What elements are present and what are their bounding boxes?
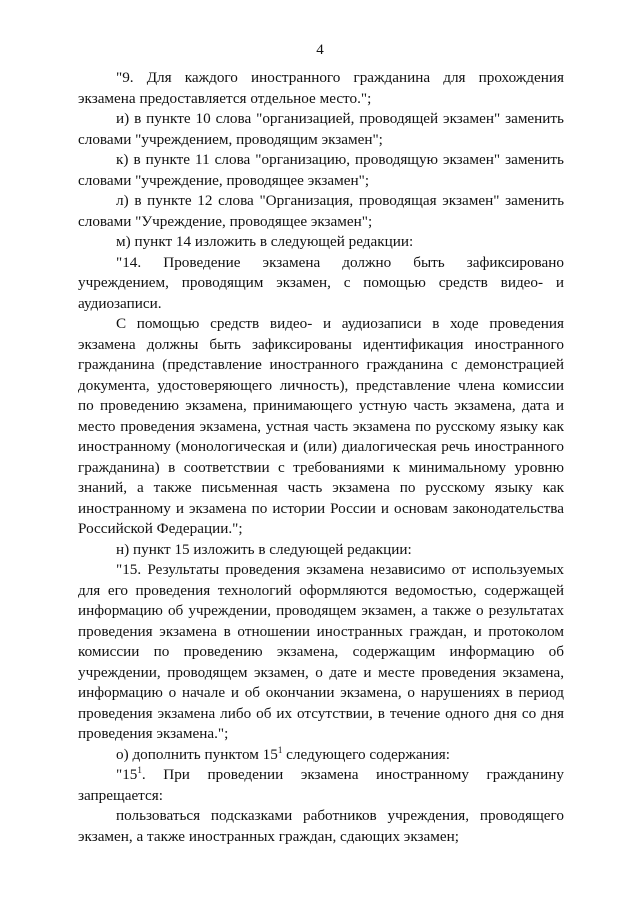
- paragraph-o: [78, 745, 564, 766]
- paragraph-9: "9. Для каждого иностранного гражданина для прохождения экзамена предоставляется отдельное место.";: [78, 69, 564, 107]
- paragraph-o-text-a: о) дополнить пунктом 15: [116, 745, 278, 763]
- document-body: [78, 68, 564, 847]
- paragraph-i: и) в пункте 10 слова "организацией, проводящей экзамен" заменить словами "учреждением, проводящим экзамен";: [78, 110, 564, 148]
- paragraph-l: л) в пункте 12 слова "Организация, проводящая экзамен" заменить словами "Учреждение, проводящее экзамен";: [78, 192, 564, 230]
- paragraph-14: "14. Проведение экзамена должно быть зафиксировано учреждением, проводящим экзамен, с помощью средств видео- и аудиозаписи.: [78, 253, 564, 312]
- paragraph-prohibition-1: пользоваться подсказками работников учреждения, проводящего экзамен, а также иностранных граждан, сдающих экзамен;: [78, 807, 564, 845]
- paragraph-15-1-superscript: 1: [137, 764, 142, 775]
- paragraph-15-1-text-b: . При проведении экзамена иностранному гражданину запрещается:: [78, 766, 564, 804]
- paragraph-o-text-b: следующего содержания:: [282, 745, 451, 763]
- paragraph-k: к) в пункте 11 слова "организацию, проводящую экзамен" заменить словами "учреждение, проводящее экзамен";: [78, 151, 564, 189]
- paragraph-m: м) пункт 14 изложить в следующей редакции:: [116, 233, 414, 250]
- page-number: 4: [316, 42, 324, 58]
- paragraph-15-1: [78, 765, 564, 806]
- paragraph-n: н) пункт 15 изложить в следующей редакции:: [116, 540, 412, 558]
- paragraph-15-1-text-a: "15: [116, 766, 138, 783]
- paragraph-14-detail: С помощью средств видео- и аудиозаписи в ходе проведения экзамена должны быть зафиксированы идентификация иностранного гражданина (представление иностранного гражданина с демонстрацией документа, удостоверяющего личность), представление члена комиссии по проведению экзамена, принимающего устную часть экзамена, дата и место проведения экзамена, устная часть экзамена по русскому языку как иностранному (монологическая и (или) диалогическая речь иностранного гражданина) в соответствии с требованиями к минимальному уровню знаний, а также письменная часть экзамена по русскому языку как иностранному и экзамена по истории России и основам законодательства Российской Федерации.";: [78, 315, 564, 537]
- paragraph-o-superscript: 1: [277, 744, 283, 755]
- paragraph-15: "15. Результаты проведения экзамена независимо от используемых для его проведения технологий оформляются ведомостью, содержащей информацию об учреждении, проводящем экзамен, а также о результатах проведения экзамена в отношении иностранных граждан, и протоколом комиссии по проведению экзамена, содержащим информацию об учреждении, проводящем экзамен, о дате и месте проведения экзамена, информацию о начале и об окончании экзамена, о нарушениях в период проведения экзамена либо об их отсутствии, в течение одного дня со дня проведения экзамена.";: [78, 561, 564, 742]
